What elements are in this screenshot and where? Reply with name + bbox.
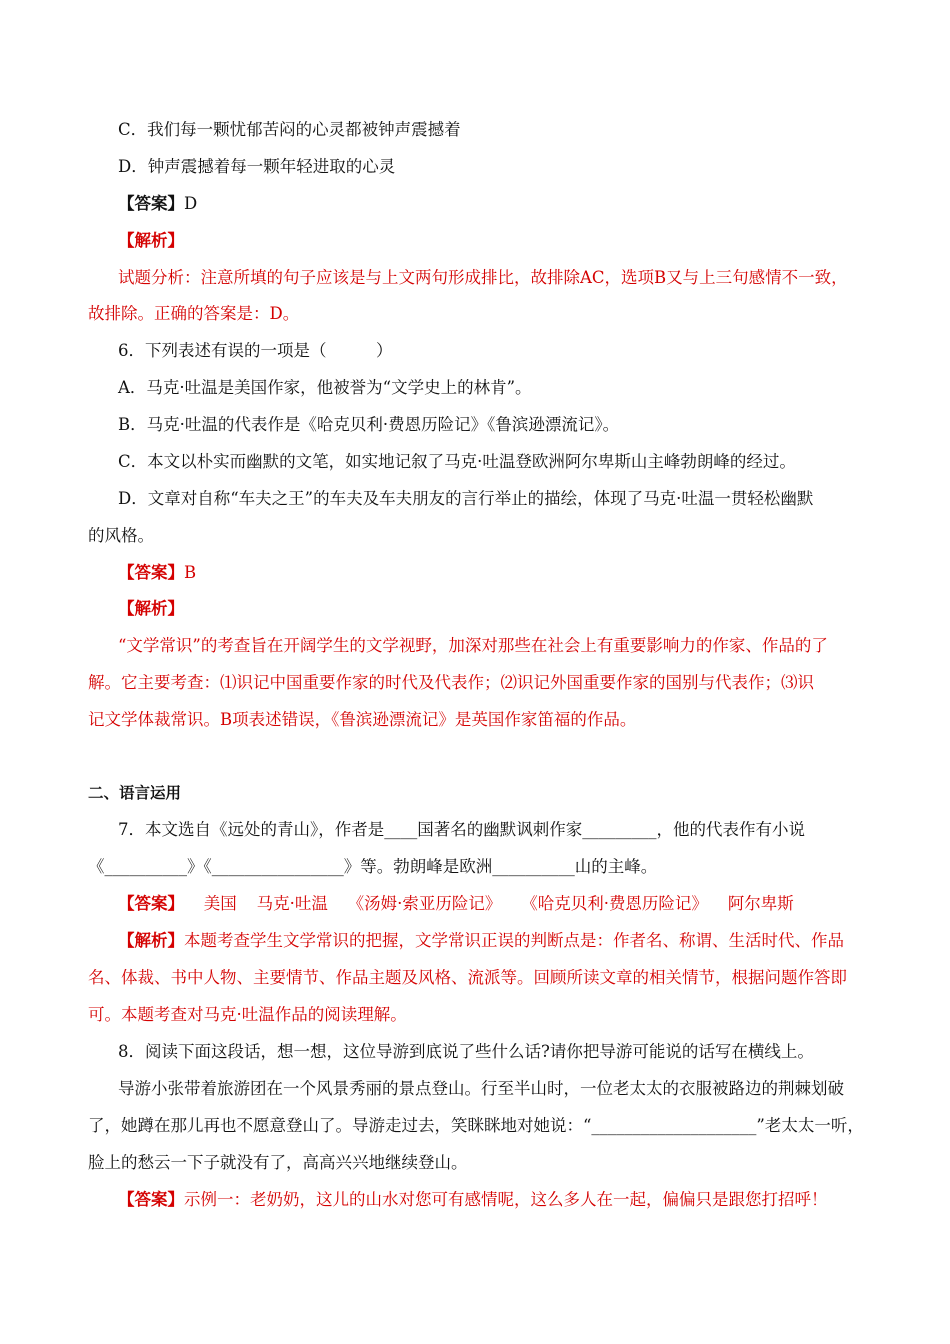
q6-analysis-line: 解。它主要考查：⑴识记中国重要作家的时代及代表作；⑵识记外国重要作家的国别与代表作；⑶识	[88, 673, 814, 692]
q5-analysis-tag: 【解析】	[118, 231, 184, 250]
q8-answer	[118, 1188, 863, 1212]
q8-stem: 8．阅读下面这段话，想一想，这位导游到底说了些什么话?请你把导游可能说的话写在横线上。	[118, 1042, 814, 1061]
q5-analysis-line: 试题分析：注意所填的句子应该是与上文两句形成排比，故排除AC，选项B又与上三句感情不一致，	[118, 268, 848, 287]
q7-stem: 《__________》《________________》等。勃朗峰是欧洲__________山的主峰。	[88, 857, 658, 876]
q8-passage: 导游小张带着旅游团在一个风景秀丽的景点登山。行至半山时，一位老太太的衣服被路边的荆棘划破	[118, 1079, 844, 1098]
q7-answer	[118, 892, 863, 916]
q7-analysis	[118, 929, 863, 953]
q6-analysis-tag: 【解析】	[118, 599, 184, 618]
q6-stem: 6．下列表述有误的一项是（ ）	[118, 341, 393, 360]
answer-tag: 【答案】	[118, 563, 184, 582]
answer-item: 马克·吐温	[256, 894, 328, 913]
answer-item: 《哈克贝利·费恩历险记》	[521, 894, 708, 913]
q6-analysis-line: “文学常识”的考查旨在开阔学生的文学视野，加深对那些在社会上有重要影响力的作家、作品的了	[118, 636, 828, 655]
q6-option-c: C．本文以朴实而幽默的文笔，如实地记叙了马克·吐温登欧洲阿尔卑斯山主峰勃朗峰的经过。	[118, 452, 796, 471]
section-title: 二、语言运用	[88, 784, 182, 802]
answer-tag: 【答案】	[118, 894, 184, 913]
q8-passage: 脸上的愁云一下子就没有了，高高兴兴地继续登山。	[88, 1153, 468, 1172]
answer-item: 阿尔卑斯	[727, 894, 794, 913]
q7-stem: 7．本文选自《远处的青山》，作者是____国著名的幽默讽刺作家_________，他的代表作有小说	[118, 820, 805, 839]
analysis-text: 本题考查学生文学常识的把握，文学常识正误的判断点是：作者名、称谓、生活时代、作品	[184, 931, 844, 950]
answer-value: D	[184, 194, 198, 213]
q6-analysis-line: 记文学体裁常识。B项表述错误，《鲁滨逊漂流记》是英国作家笛福的作品。	[88, 710, 637, 729]
answer-tag: 【答案】	[118, 194, 184, 213]
q7-analysis-line: 可。本题考查对马克·吐温作品的阅读理解。	[88, 1005, 407, 1024]
answer-value: 示例一：老奶奶，这儿的山水对您可有感情呢，这么多人在一起，偏偏只是跟您打招呼！	[184, 1190, 828, 1209]
q6-option-d: D．文章对自称“车夫之王”的车夫及车夫朋友的言行举止的描绘，体现了马克·吐温一贯轻松幽默	[118, 489, 814, 508]
q5-analysis-line: 故排除。正确的答案是：D。	[88, 304, 300, 323]
answer-item: 美国	[203, 894, 237, 913]
q6-option-b: B．马克·吐温的代表作是《哈克贝利·费恩历险记》《鲁滨逊漂流记》。	[118, 415, 620, 434]
q5-option-c: C．我们每一颗忧郁苦闷的心灵都被钟声震撼着	[118, 120, 461, 139]
q7-analysis-line: 名、体裁、书中人物、主要情节、作品主题及风格、流派等。回顾所读文章的相关情节，根据问题作答即	[88, 968, 847, 987]
q8-passage: 了，她蹲在那儿再也不愿意登山了。导游走过去，笑眯眯地对她说：“____________________”老太太一听，	[88, 1116, 864, 1135]
answer-tag: 【答案】	[118, 1190, 184, 1209]
q5-option-d: D．钟声震撼着每一颗年轻进取的心灵	[118, 157, 396, 176]
q6-option-d: 的风格。	[88, 526, 154, 545]
q6-answer	[118, 561, 863, 585]
q5-answer	[118, 192, 863, 216]
analysis-tag: 【解析】	[118, 931, 184, 950]
q6-option-a: A．马克·吐温是美国作家，他被誉为“文学史上的林肯”。	[118, 378, 532, 397]
answer-item: 《汤姆·索亚历险记》	[347, 894, 502, 913]
answer-value: B	[184, 563, 197, 582]
